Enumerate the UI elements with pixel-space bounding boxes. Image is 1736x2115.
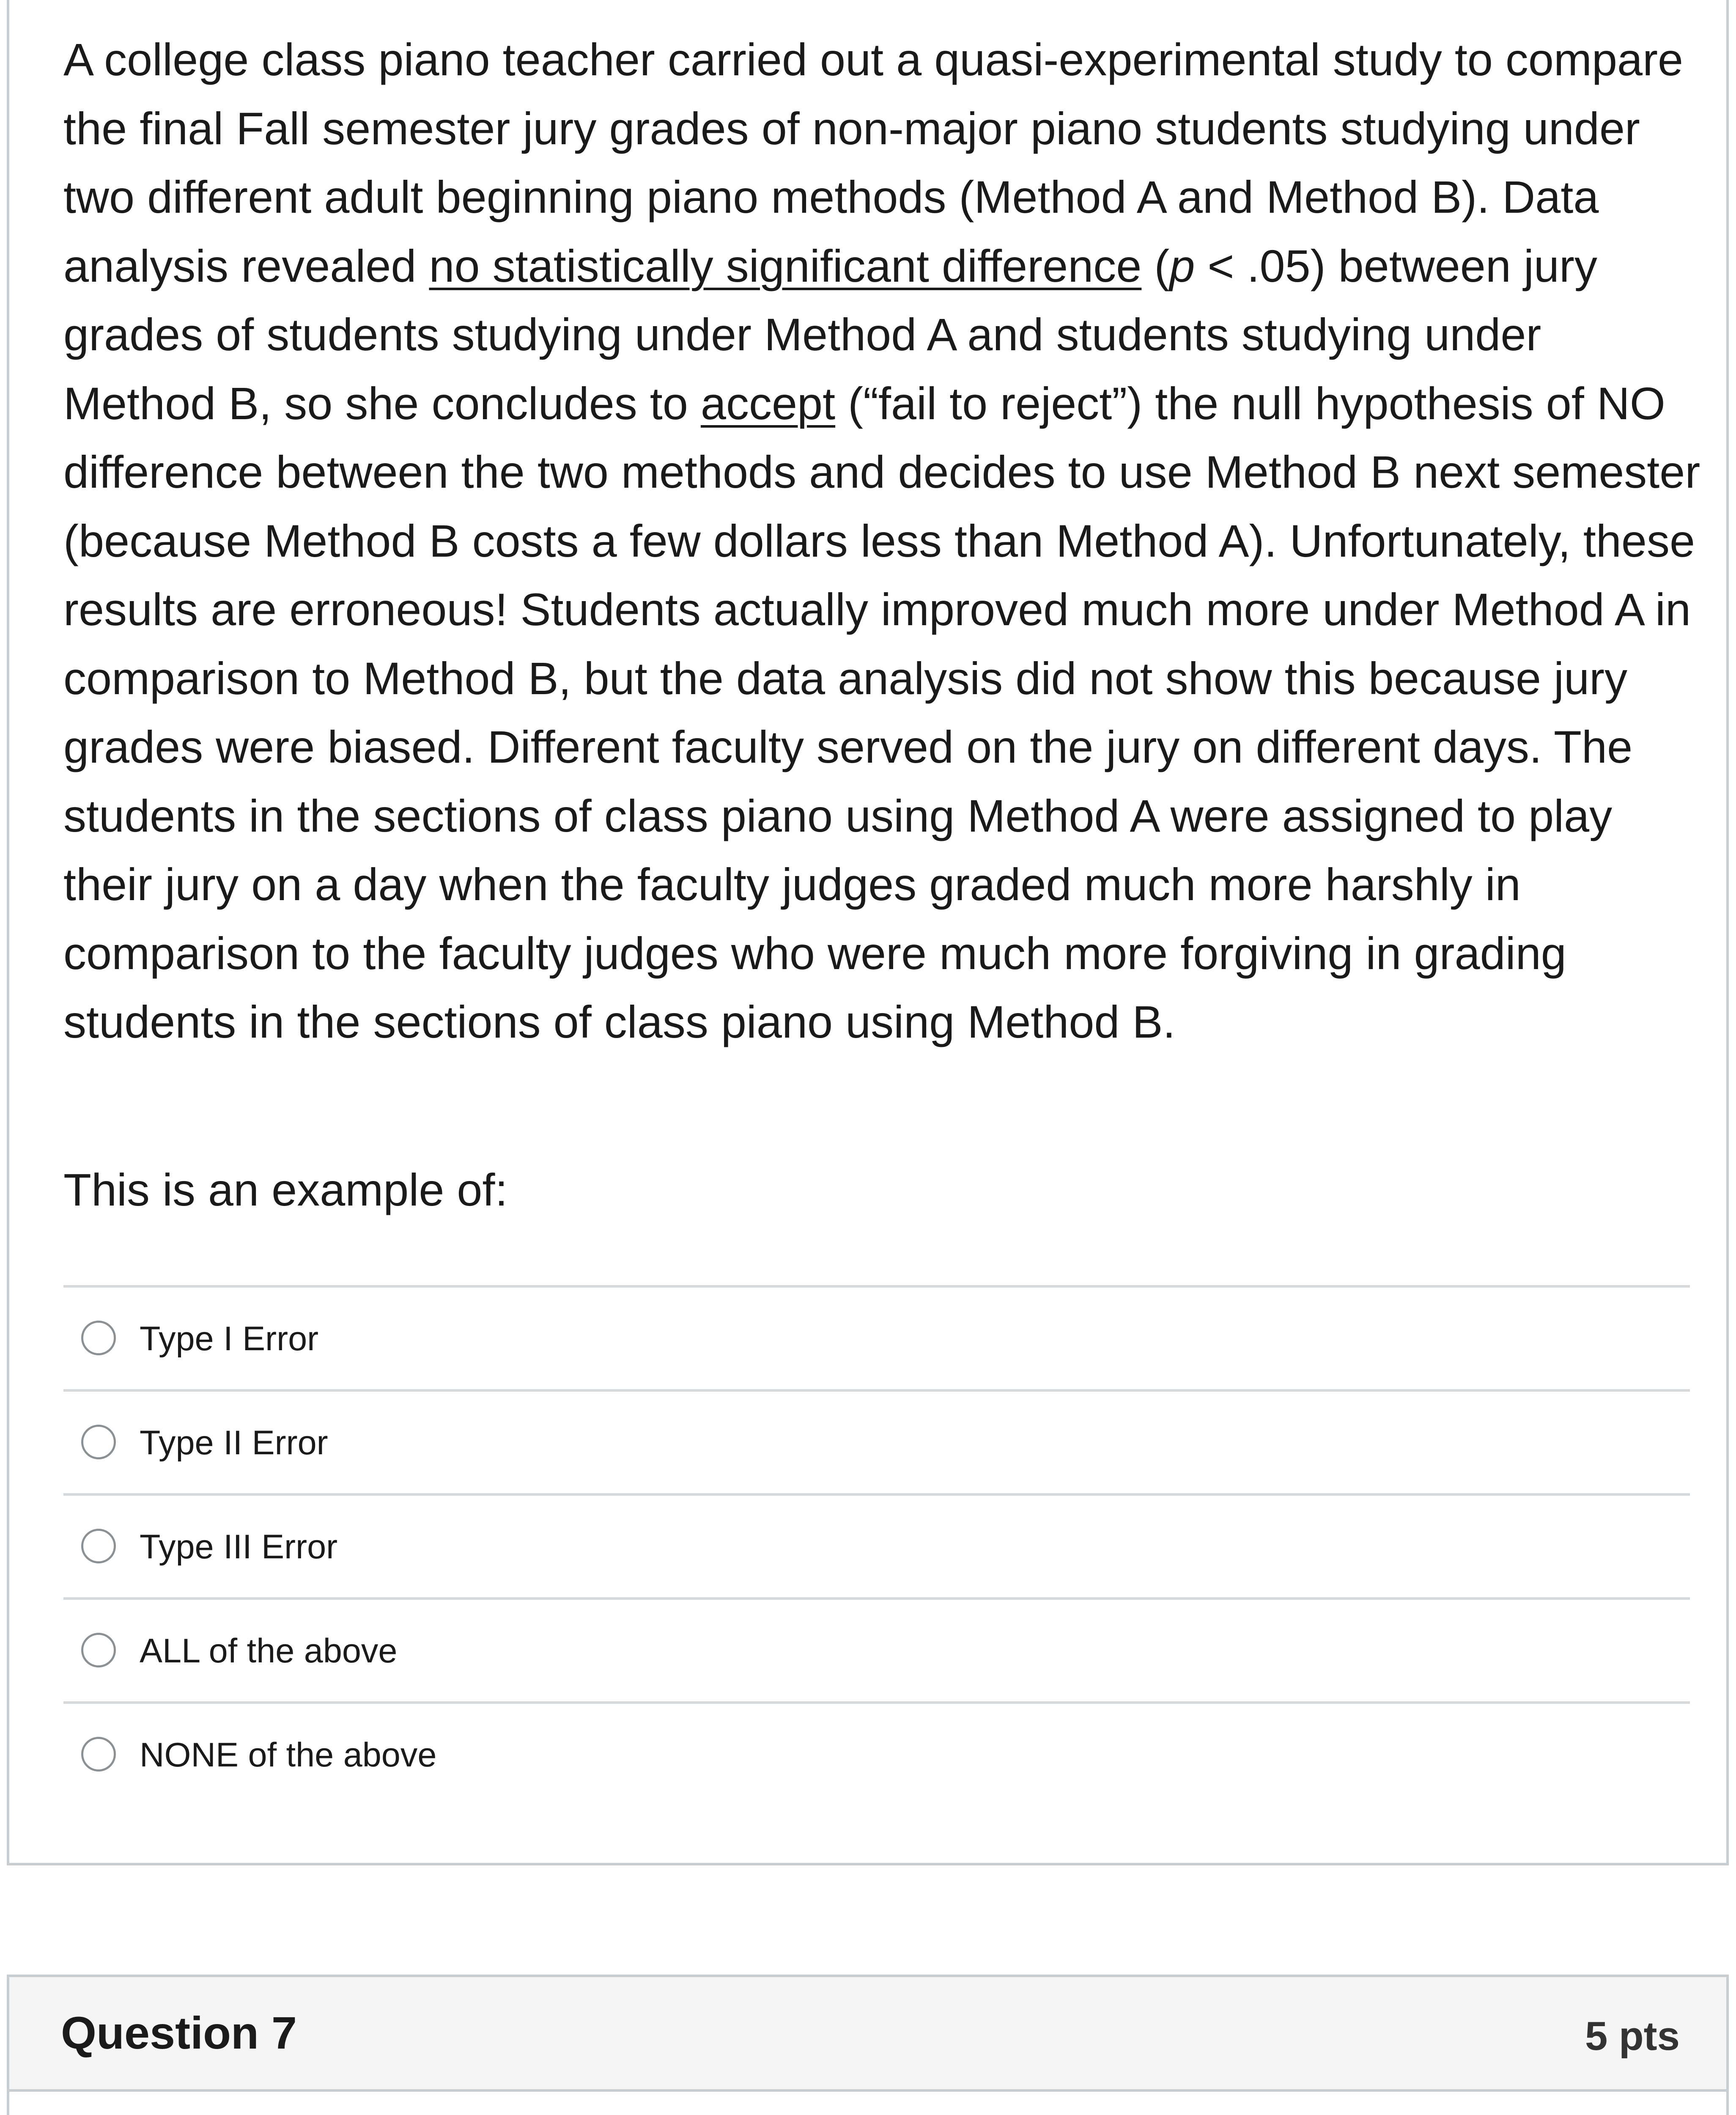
radio-button[interactable]: [81, 1425, 116, 1459]
question-text-segment: < .05) between jury grades of students studying under Method A and students studying under Method B, so she concludes to: [63, 240, 1597, 429]
question-7-header: [9, 1977, 1726, 2092]
italic-p-value: p: [1169, 240, 1195, 291]
answer-option[interactable]: [63, 1389, 1690, 1493]
radio-button[interactable]: [81, 1529, 116, 1563]
answer-label[interactable]: ALL of the above: [140, 1632, 398, 1670]
radio-button[interactable]: [81, 1633, 116, 1667]
question-6-text: [63, 25, 1704, 1057]
answer-label[interactable]: NONE of the above: [140, 1736, 437, 1774]
question-text-segment: (: [1141, 240, 1170, 291]
answer-option[interactable]: [63, 1493, 1690, 1597]
question-text-segment: A college class piano teacher carried out a quasi-experimental study to compare the final Fall semester jury grades of non-major piano students studying under two different adult beginning piano methods (Method A and Method B). Data analysis revealed: [63, 34, 1684, 291]
answer-option[interactable]: [63, 1597, 1690, 1701]
question-points: 5 pts: [1585, 2013, 1680, 2059]
answer-option[interactable]: [63, 1701, 1690, 1805]
question-6-prompt: This is an example of:: [63, 1164, 508, 1215]
radio-button[interactable]: [81, 1737, 116, 1772]
answer-label[interactable]: Type I Error: [140, 1320, 319, 1358]
question-6-card: [7, 0, 1729, 1865]
underlined-word-accept: accept: [700, 377, 836, 429]
question-text-segment: (“fail to reject”) the null hypothesis of NO difference between the two methods and decides to use Method B next semester (because Method B costs a few dollars less than Method A). Unfortunately, these results are erroneous! Students actually improved much more under Method A in comparison to Method B, but the data analysis did not show this because jury grades were biased. Different faculty served on the jury on different days. The students in the sections of class piano using Method A were assigned to play their jury on a day when the faculty judges graded much more harshly in comparison to the faculty judges who were much more forgiving in grading students in the sections of class piano using Method B.: [63, 377, 1700, 1047]
answer-label[interactable]: Type II Error: [140, 1424, 328, 1462]
question-7-card: [7, 1975, 1729, 2115]
answer-list: [63, 1285, 1690, 1805]
question-title: Question 7: [61, 2007, 297, 2058]
radio-button[interactable]: [81, 1321, 116, 1355]
answer-label[interactable]: Type III Error: [140, 1528, 338, 1566]
answer-option[interactable]: [63, 1285, 1690, 1389]
underlined-phrase: no statistically significant difference: [429, 240, 1142, 291]
